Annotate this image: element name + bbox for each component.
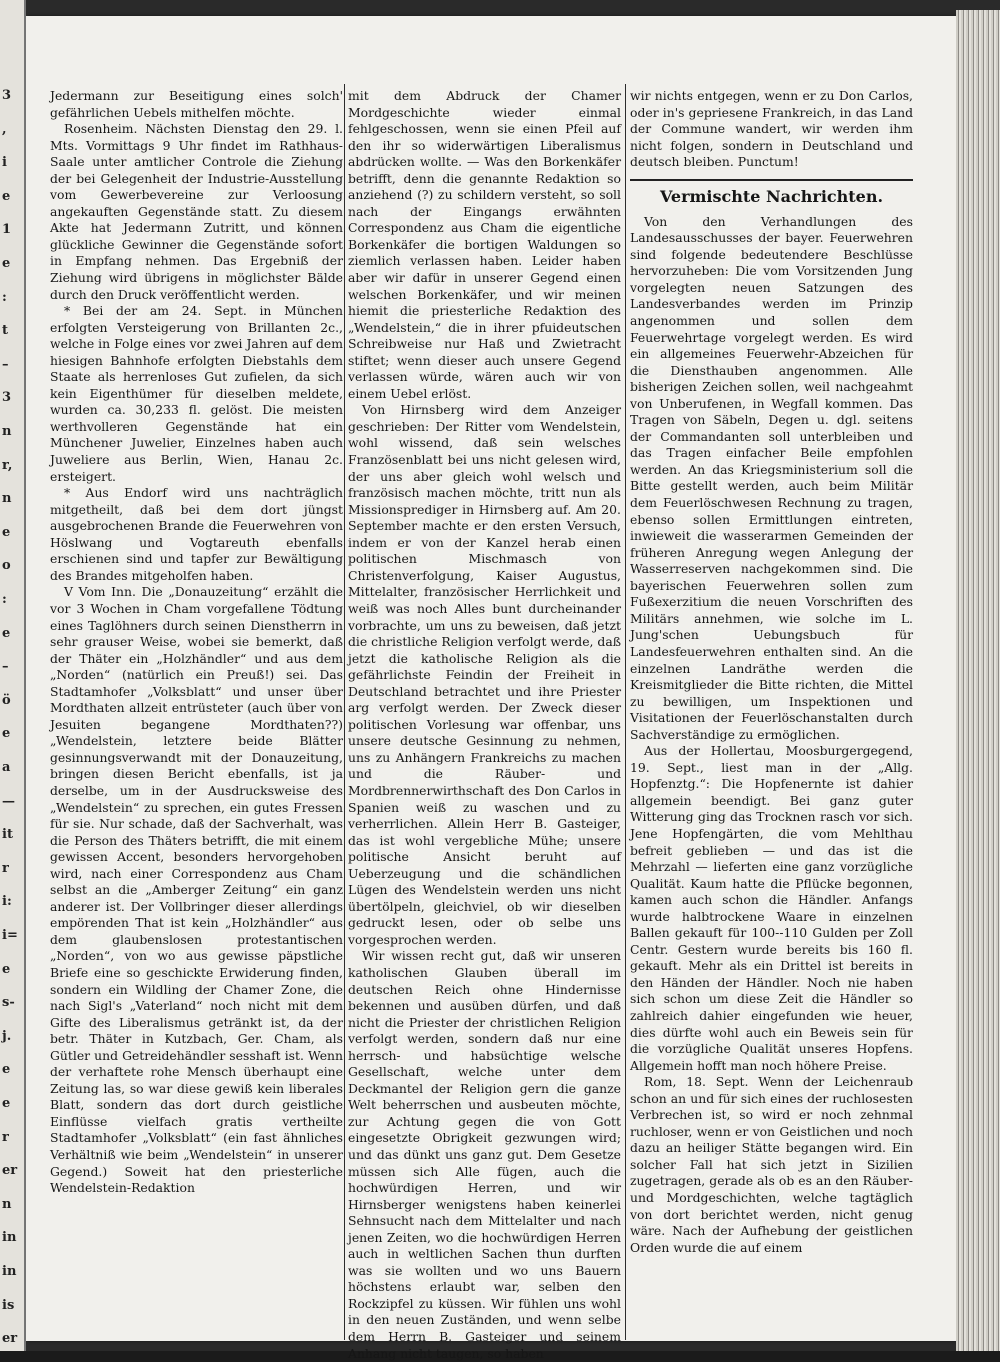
article-paragraph: * Bei der am 24. Sept. in München erfolgten Versteigerung von Brillanten 2c., welche in Folge eines vor zwei Jahren auf dem hiesigen Bahnhofe erfolgten Diebstahls dem Staate als herrenloses Gut zufielen, da sich kein Eigenthümer für dieselben meldete, wurden ca. 30,233 fl. gelöst. Die meisten werthvolleren Gegenstände hat ein Münchener Juwelier, Einzelnes haben auch Juweliere aus Berlin, Wien, Hanau 2c. ersteigert. [50, 303, 343, 484]
margin-fragment: e [2, 188, 11, 204]
margin-fragment: 1 [2, 222, 12, 238]
margin-fragment: in [2, 1230, 17, 1246]
column-divider [344, 84, 345, 1340]
article-paragraph: Rom, 18. Sept. Wenn der Leichenraub schon an und für sich eines der ruchlosesten Verbrechen ist, so wird er noch zehnmal ruchloser, wenn er von Geistlichen und noch dazu an heiliger Stätte begangen wird. Ein solcher Fall hat sich jetzt in Sizilien zugetragen, gerade als ob es an den Räuber- und Mordgeschichten, welche tagtäglich von dort berichtet werden, nicht genug wäre. Nach der Aufhebung der geistlichen Orden wurde die auf einem [630, 1074, 913, 1255]
article-paragraph: Von den Verhandlungen des Landesausschusses der bayer. Feuerwehren sind folgende bedeutendere Beschlüsse hervorzuheben: Die vom Vorsitzenden Jung vorgelegten neuen Satzungen des Landesverbandes werden im Prinzip angenommen und sollen dem Feuerwehrtage vorgelegt werden. Es wird ein allgemeines Feuerwehr-Abzeichen für die Diensthauben angenommen. Alle bisherigen Zeichen sollen, weil nachgeahmt von Unberufenen, in Wegfall kommen. Das Tragen von Säbeln, Degen u. dgl. seitens der Commandanten soll unterbleiben und das Tragen einfacher Beile empfohlen werden. An das Kriegsministerium soll die Bitte gestellt werden, auch beim Militär dem Feuerlöschwesen Rechnung zu tragen, ebenso sollen Ermittlungen eintreten, inwieweit die wasserarmen Gemeinden der früheren Anregung wegen Anlegung der Wasserreserven nachgekommen sind. Die bayerischen Feuerwehren sollen zum Fußexerzitium die neuen Vorschriften des Militärs annehmen, wie solche im L. Jung'schen Uebungsbuch für Landesfeuerwehren enthalten sind. An die einzelnen Landräthe werden die Kreismitglieder die Bitte richten, die Mittel zu bewilligen, um Inspektionen und Visitationen der Feuerlöschanstalten durch Sachverständige zu ermöglichen. [630, 213, 913, 742]
section-rule [630, 179, 913, 181]
article-paragraph: Jedermann zur Beseitigung eines solch' gefährlichen Uebels mithelfen möchte. [50, 88, 343, 120]
column-divider [625, 84, 626, 1340]
margin-fragment: n [2, 491, 12, 507]
margin-fragment: er [2, 1163, 18, 1179]
article-paragraph: * Aus Endorf wird uns nachträglich mitgetheilt, daß bei dem dort jüngst ausgebrochenen Brande die Feuerwehren von Höslwang und Vogtareuth ebenfalls erschienen sind und tapfer zur Bewältigung des Brandes mitgeholfen haben. [50, 485, 343, 583]
margin-fragment: a [2, 760, 11, 775]
margin-fragment: e [2, 625, 11, 641]
margin-fragment: it [2, 827, 13, 843]
margin-fragment: : [2, 592, 7, 607]
margin-fragment: , [2, 121, 7, 137]
article-paragraph: mit dem Abdruck der Chamer Mordgeschichte wieder einmal fehlgeschossen, wenn sie einen Pfeil auf den ihr so widerwärtigen Liberalismus abdrücken wollte. — Was den Borkenkäfer betrifft, denn die genannte Redaktion so anziehend (?) zu schildern versteht, so soll nach der Eingangs erwähnten Correspondenz aus Cham die eigentliche Borkenkäfer die bortigen Waldungen so ziemlich verlassen haben. Leider haben aber wir dafür in unserer Gegend einen welschen Borkenkäfer, und wir meinen hiemit die priesterliche Redaktion des „Wendelstein,“ die in ihrer pfuideutschen Schreibweise nur Haß und Zwietracht stiftet; wenn dieser auch unsere Gegend verlassen würde, wären auch wir von einem Uebel erlöst. [348, 88, 621, 401]
margin-fragment: 3 [2, 88, 12, 103]
margin-fragment: e [2, 961, 11, 977]
margin-fragment: 3 [2, 390, 12, 406]
margin-fragment: : [2, 289, 7, 305]
article-paragraph: Wir wissen recht gut, daß wir unseren katholischen Glauben überall im deutschen Reich ohne Hindernisse bekennen und ausüben dürfen, und daß nicht die Priester der christlichen Religion verfolgt werden, sondern daß nur eine herrsch- und habsüchtige welsche Gesellschaft, welche unter dem Deckmantel der Religion gern die ganze Welt beherrschen und ausbeuten möchte, zur Achtung gegen die von Gott eingesetzte Obrigkeit gezwungen wird; und das dünkt uns ganz gut. Dem Gesetze müssen sich Alle fügen, auch die hochwürdigen Herren, und wir Hirnsberger wenigstens haben keinerlei Sehnsucht nach dem Mittelalter und nach jenen Zeiten, wo die hochwürdigen Herren auch in weltlichen Sachen thun durften was sie wollten und wo uns Bauern höchstens erlaubt war, selben den Rockzipfel zu küssen. Wir fühlen uns wohl in den neuen Zuständen, und wenn selbe dem Herrn B. Gasteiger und seinem Anhang nicht taugen, so haben [348, 948, 621, 1361]
margin-fragment: – [2, 356, 9, 372]
newspaper-page [26, 16, 956, 1361]
margin-fragment: e [2, 726, 11, 742]
margin-fragment: o [2, 558, 11, 574]
margin-fragment: t [2, 323, 9, 339]
column-3 [630, 88, 913, 1333]
margin-fragment: n [2, 424, 12, 439]
article-paragraph: Aus der Hollertau, Moosburgergegend, 19. Sept., liest man in der „Allg. Hopfenztg.“: Die Hopfenernte ist dahier allgemein beendigt. Bei ganz guter Witterung ging das Trocknen rasch vor sich. Jene Hopfengärten, die vom Mehlthau befreit geblieben — und das ist die Mehrzahl — lieferten eine ganz vorzügliche Qualität. Kaum hatte die Pflücke begonnen, kamen auch schon die Händler. Anfangs wurde halbtrockene Waare in einzelnen Ballen gekauft für 100--110 Gulden per Zoll Centr. Gestern wurde bereits bis 160 fl. gekauft. Mehr als ein Drittel ist bereits in den Händen der Händler. Noch nie haben sich schon um diese Zeit die Händler so zahlreich dahier eingefunden wie heuer, dies dürfte wohl auch ein Beweis sein für die vorzügliche Qualität unseres Hopfens. Allgemein hofft man noch höhere Preise. [630, 743, 913, 1073]
margin-fragment: r, [2, 457, 13, 473]
margin-fragment: e [2, 1096, 11, 1111]
margin-fragment: j. [2, 1028, 12, 1044]
margin-fragment: n [2, 1196, 12, 1212]
margin-fragment: e [2, 1062, 11, 1078]
margin-fragment: er [2, 1331, 18, 1347]
margin-fragment: is [2, 1297, 15, 1313]
margin-fragment: i= [2, 928, 18, 943]
margin-fragment: r [2, 1129, 9, 1145]
margin-fragment: e [2, 524, 11, 540]
article-paragraph: wir nichts entgegen, wenn er zu Don Carlos, oder in's gepriesene Frankreich, in das Land der Commune wandert, wir werden ihm nicht folgen, sondern in Deutschland und deutsch bleiben. Punctum! [630, 88, 913, 170]
margin-fragment: in [2, 1264, 17, 1279]
column-2 [348, 88, 621, 1361]
column-1 [50, 88, 343, 1333]
margin-fragment: i [2, 155, 7, 171]
margin-fragment: ö [2, 692, 11, 708]
article-paragraph: V Vom Inn. Die „Donauzeitung“ erzählt die vor 3 Wochen in Cham vorgefallene Tödtung eines Taglöhners durch seinen Dienstherrn in sehr grauser Weise, wobei sie bemerkt, daß der Thäter ein „Holzhändler“ und aus dem „Norden“ (natürlich ein Preuß!) sei. Das Stadtamhofer „Volksblatt“ und unser über Mordthaten allzeit entrüsteter (auch über von Jesuiten begangene Mordthaten??) „Wendelstein, letztere beide Blätter gesinnungsverwandt mit der Donauzeitung, bringen diesen Bericht ebenfalls, ist ja derselbe, um in der Ausdrucksweise des „Wendelstein“ zu sprechen, ein gutes Fressen für sie. Nur schade, daß der Sachverhalt, was die Person des Thäters betrifft, die mit einem gewissen Accent, besonders hervorgehoben wird, nach einer Correspondenz aus Cham selbst an die „Amberger Zeitung“ ein ganz anderer ist. Der Vollbringer dieser allerdings empörenden That ist kein „Holzhändler“ aus dem glaubenslosen protestantischen „Norden“, von wo aus gewisse päpstliche Briefe eine so geschickte Erwiderung finden, sondern ein Wildling der Chamer Zone, die nach Sigl's „Vaterland“ noch nicht mit dem Gifte des Liberalismus getränkt ist, da der betr. Thäter in Kutzbach, Ger. Cham, als Gütler und Getreidehändler sesshaft ist. Wenn der verhaftete rohe Mensch überhaupt eine Zeitung las, so war diese gewiß kein liberales Blatt, sondern das dort durch geistliche Einflüsse vielfach gratis vertheilte Stadtamhofer „Volksblatt“ (ein fast ähnliches Verhältniß wie beim „Wendelstein“ in unserer Gegend.) Soweit hat den priesterliche Wendelstein-Redaktion [50, 584, 343, 1196]
margin-fragment: — [2, 793, 15, 809]
margin-fragment: s- [2, 995, 15, 1011]
section-heading: Vermischte Nachrichten. [659, 186, 884, 206]
book-page-edges [956, 10, 1000, 1351]
margin-fragment: r [2, 860, 9, 876]
margin-fragment: – [2, 659, 9, 675]
margin-fragment: e [2, 256, 11, 271]
adjacent-page-strip [0, 0, 26, 1351]
article-paragraph: Rosenheim. Nächsten Dienstag den 29. l. Mts. Vormittags 9 Uhr findet im Rathhaus-Saale unter amtlicher Controle die Ziehung der bei Gelegenheit der Industrie-Ausstellung vom Gewerbevereine zur Verloosung angekauften Gegenstände statt. Zu diesem Akte hat Jedermann Zutritt, und können glückliche Gewinner die Gegenstände sofort in Empfang nehmen. Das Ergebniß der Ziehung wird übrigens in möglichster Bälde durch den Druck veröffentlicht werden. [50, 121, 343, 302]
article-paragraph: Von Hirnsberg wird dem Anzeiger geschrieben: Der Ritter vom Wendelstein, wohl wissend, daß sein welsches Französenblatt bei uns nicht gelesen wird, der uns aber gleich wohl welsch und französisch machen möchte, tritt nun als Missionsprediger in Hirnsberg auf. Am 20. September machte er den ersten Versuch, indem er von der Kanzel herab einen politischen Mischmasch von Christenverfolgung, Kaiser Augustus, Mittelalter, französischer Herrlichkeit und weiß was noch Alles bunt durcheinander vorbrachte, um uns zu beweisen, daß jetzt die christliche Religion verfolgt werde, daß jetzt die katholische Religion als die gefährlichste Feindin der Freiheit in Deutschland betrachtet und ihre Priester arg verfolgt werden. Der Zweck dieser politischen Vorlesung war offenbar, uns unsere deutsche Gesinnung zu nehmen, uns zu Anhängern Frankreichs zu machen und die Räuber- und Mordbrennerwirthschaft des Don Carlos in Spanien weiß zu waschen und zu verherrlichen. Allein Herr B. Gasteiger, das ist wohl vergebliche Mühe; unsere politische Ansicht beruht auf Ueberzeugung und die schändlichen Lügen des Wendelstein werden uns nicht übertölpeln, gleichviel, ob wir dieselben gedruckt lesen, oder ob selbe uns vorgesprochen werden. [348, 402, 621, 947]
margin-fragment: i: [2, 894, 12, 910]
